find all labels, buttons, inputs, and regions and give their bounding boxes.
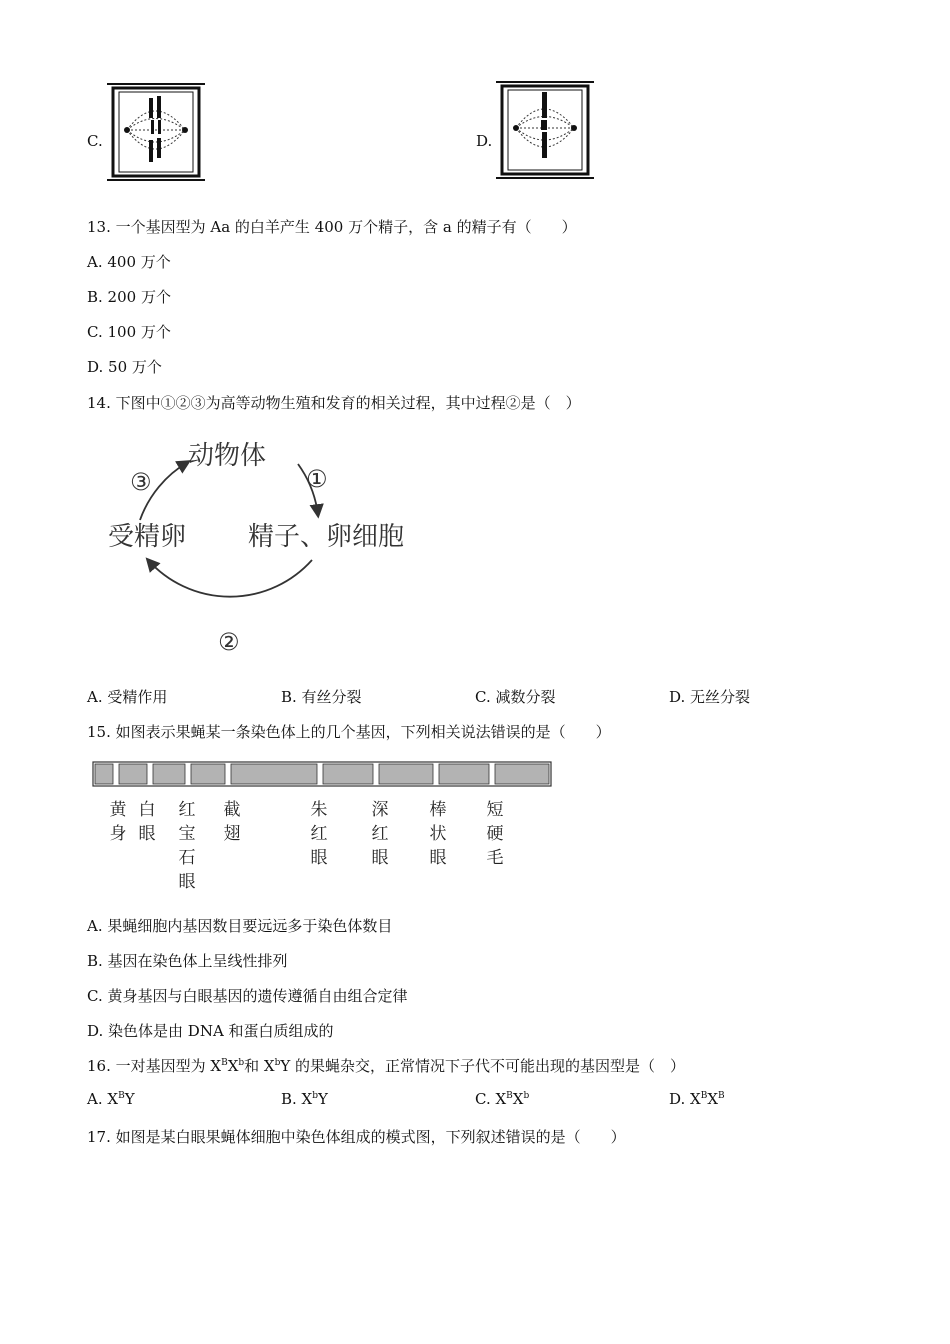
question-14-option-b: B. 有丝分裂 — [281, 688, 362, 706]
option-c-label: C. — [87, 132, 103, 150]
gene-label-cut-wing: 截翅 — [223, 800, 241, 844]
question-16-option-a: A. $X^BY$ — [87, 1090, 135, 1108]
process-2-mark: ② — [218, 628, 240, 656]
gene-label-vermilion-eye: 朱红眼 — [310, 800, 328, 868]
question-15-option-d: D. 染色体是由 DNA 和蛋白质组成的 — [87, 1022, 334, 1040]
gene-label-bar-eye: 棒状眼 — [429, 800, 447, 868]
node-animal-body: 动物体 — [188, 441, 267, 471]
question-13-option-d: D. 50 万个 — [87, 358, 162, 376]
gene-label-dark-red-eye: 深红眼 — [371, 800, 389, 868]
question-13-option-b: B. 200 万个 — [87, 288, 171, 306]
gene-label-yellow-body: 黄身 — [109, 800, 127, 844]
cell-division-figure-d — [494, 80, 596, 180]
question-14-stem: 14. 下图中①②③为高等动物生殖和发育的相关过程，其中过程②是（ ） — [87, 394, 581, 412]
gene-label-white-eye: 白眼 — [138, 800, 156, 844]
question-16-stem: 16. 一对基因型为 $X^BX^b$和 $X^bY$ 的果蝇杂交，正常情况下子代不可能出现的基因型是（ ） — [87, 1057, 686, 1075]
question-13-option-c: C. 100 万个 — [87, 323, 171, 341]
arrow-2 — [148, 560, 312, 597]
question-16-option-b: B. $X^bY$ — [281, 1090, 328, 1108]
question-16-option-d: D. $X^BX^B$ — [669, 1090, 725, 1108]
process-1-mark: ① — [306, 465, 328, 493]
question-14-option-d: D. 无丝分裂 — [669, 688, 751, 706]
question-15-stem: 15. 如图表示果蝇某一条染色体上的几个基因，下列相关说法错误的是（ ） — [87, 723, 611, 741]
gene-label-ruby-eye: 红宝石眼 — [178, 800, 196, 892]
question-13-stem: 13. 一个基因型为 Aa 的白羊产生 400 万个精子，含 a 的精子有（ ） — [87, 218, 577, 236]
question-17-stem: 17. 如图是某白眼果蝇体细胞中染色体组成的模式图，下列叙述错误的是（ ） — [87, 1128, 626, 1146]
node-zygote: 受精卵 — [108, 522, 187, 552]
question-14-option-a: A. 受精作用 — [87, 688, 168, 706]
question-15-option-c: C. 黄身基因与白眼基因的遗传遵循自由组合定律 — [87, 987, 408, 1005]
cell-division-figure-c — [105, 82, 207, 182]
option-d-label: D. — [476, 132, 493, 150]
node-gametes: 精子、卵细胞 — [248, 522, 405, 552]
question-14-option-c: C. 减数分裂 — [475, 688, 556, 706]
question-15-option-b: B. 基因在染色体上呈线性排列 — [87, 952, 288, 970]
question-15-option-a: A. 果蝇细胞内基因数目要远远多于染色体数目 — [87, 917, 393, 935]
reproduction-cycle-diagram — [100, 432, 420, 662]
question-16-option-c: C. $X^BX^b$ — [475, 1090, 530, 1108]
gene-label-short-bristle: 短硬毛 — [486, 800, 504, 868]
process-3-mark: ③ — [130, 468, 152, 496]
chromosome-gene-map — [92, 760, 554, 788]
question-13-option-a: A. 400 万个 — [87, 253, 171, 271]
